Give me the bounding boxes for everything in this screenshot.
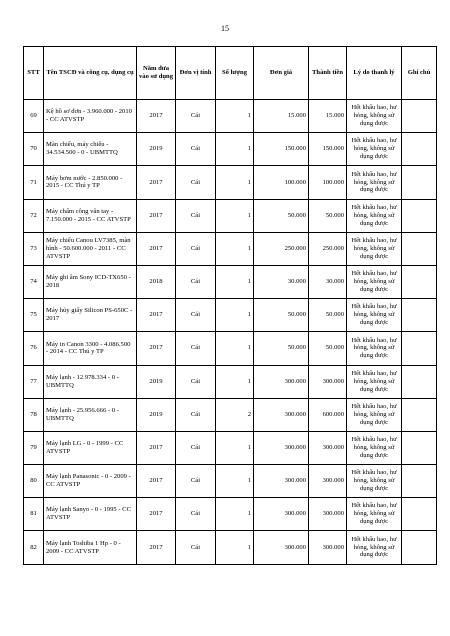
cell-asset-name: Kệ hồ sơ đơn - 3.960.000 - 2010 - CC ATVSTP (44, 100, 137, 133)
cell-year-in-use: 2017 (137, 332, 176, 365)
cell-total: 300.000 (309, 465, 347, 498)
table-row (24, 531, 437, 564)
cell-unit-price: 100.000 (254, 166, 309, 199)
cell-unit-price: 300.000 (254, 531, 309, 564)
cell-stt: 76 (24, 332, 44, 365)
cell-note (402, 265, 437, 298)
table-row (24, 133, 437, 166)
cell-total: 15.000 (309, 100, 347, 133)
table-body (24, 100, 437, 565)
cell-quantity: 1 (216, 199, 254, 232)
cell-year-in-use: 2018 (137, 265, 176, 298)
cell-liquidation-reason: Hết khấu hao, hư hỏng, không sử dụng được (347, 299, 402, 332)
cell-year-in-use: 2017 (137, 465, 176, 498)
cell-total: 300.000 (309, 365, 347, 398)
cell-total: 50.000 (309, 332, 347, 365)
cell-quantity: 1 (216, 498, 254, 531)
cell-liquidation-reason: Hết khấu hao, hư hỏng, không sử dụng được (347, 232, 402, 265)
header-total: Thành tiền (309, 47, 347, 100)
page-number: 15 (221, 24, 229, 33)
table-row (24, 100, 437, 133)
cell-unit-price: 50.000 (254, 199, 309, 232)
cell-quantity: 2 (216, 398, 254, 431)
cell-total: 150.000 (309, 133, 347, 166)
cell-liquidation-reason: Hết khấu hao, hư hỏng, không sử dụng được (347, 398, 402, 431)
cell-liquidation-reason: Hết khấu hao, hư hỏng, không sử dụng được (347, 465, 402, 498)
cell-asset-name: Máy lạnh Sanyo - 0 - 1995 - CC ATVSTP (44, 498, 137, 531)
cell-asset-name: Máy lạnh Toshiba 1 Hp - 0 - 2009 - CC ATVSTP (44, 531, 137, 564)
cell-stt: 75 (24, 299, 44, 332)
cell-asset-name: Máy lạnh - 25.956.666 - 0 - UBMTTQ (44, 398, 137, 431)
cell-note (402, 398, 437, 431)
cell-note (402, 232, 437, 265)
cell-unit-price: 300.000 (254, 498, 309, 531)
cell-unit: Cái (176, 498, 216, 531)
cell-unit-price: 250.000 (254, 232, 309, 265)
cell-unit-price: 15.000 (254, 100, 309, 133)
header-liquidation-reason: Lý do thanh lý (347, 47, 402, 100)
cell-note (402, 299, 437, 332)
cell-unit: Cái (176, 365, 216, 398)
cell-year-in-use: 2017 (137, 199, 176, 232)
cell-unit-price: 300.000 (254, 398, 309, 431)
cell-liquidation-reason: Hết khấu hao, hư hỏng, không sử dụng được (347, 498, 402, 531)
table-row (24, 166, 437, 199)
cell-stt: 78 (24, 398, 44, 431)
cell-quantity: 1 (216, 465, 254, 498)
cell-asset-name: Máy in Canon 3300 - 4.086.500 - 2014 - CC Thú y TP (44, 332, 137, 365)
cell-year-in-use: 2017 (137, 166, 176, 199)
cell-unit: Cái (176, 199, 216, 232)
table-row (24, 498, 437, 531)
cell-year-in-use: 2019 (137, 133, 176, 166)
cell-asset-name: Máy ghi âm Sony ICD-TX650 - 2018 (44, 265, 137, 298)
cell-year-in-use: 2017 (137, 100, 176, 133)
cell-stt: 82 (24, 531, 44, 564)
cell-total: 300.000 (309, 531, 347, 564)
cell-total: 300.000 (309, 431, 347, 464)
cell-liquidation-reason: Hết khấu hao, hư hỏng, không sử dụng được (347, 100, 402, 133)
cell-quantity: 1 (216, 531, 254, 564)
cell-asset-name: Máy bơm nước - 2.850.000 - 2015 - CC Thú y TP (44, 166, 137, 199)
table-row (24, 465, 437, 498)
cell-unit-price: 150.000 (254, 133, 309, 166)
cell-quantity: 1 (216, 133, 254, 166)
cell-stt: 73 (24, 232, 44, 265)
header-unit-price: Đơn giá (254, 47, 309, 100)
cell-note (402, 431, 437, 464)
cell-liquidation-reason: Hết khấu hao, hư hỏng, không sử dụng được (347, 133, 402, 166)
table-row (24, 431, 437, 464)
cell-note (402, 531, 437, 564)
table-row (24, 299, 437, 332)
cell-year-in-use: 2017 (137, 431, 176, 464)
cell-unit: Cái (176, 133, 216, 166)
table-header-row (24, 47, 437, 100)
cell-unit-price: 30.000 (254, 265, 309, 298)
cell-stt: 72 (24, 199, 44, 232)
cell-total: 600.000 (309, 398, 347, 431)
cell-unit-price: 300.000 (254, 465, 309, 498)
cell-asset-name: Máy lạnh - 12.978.334 - 0 - UBMTTQ (44, 365, 137, 398)
cell-liquidation-reason: Hết khấu hao, hư hỏng, không sử dụng được (347, 365, 402, 398)
cell-note (402, 365, 437, 398)
cell-stt: 77 (24, 365, 44, 398)
cell-liquidation-reason: Hết khấu hao, hư hỏng, không sử dụng được (347, 431, 402, 464)
header-unit: Đơn vị tính (176, 47, 216, 100)
cell-asset-name: Máy lạnh LG - 0 - 1999 - CC ATVSTP (44, 431, 137, 464)
cell-unit: Cái (176, 299, 216, 332)
cell-total: 300.000 (309, 498, 347, 531)
cell-year-in-use: 2019 (137, 365, 176, 398)
cell-year-in-use: 2017 (137, 531, 176, 564)
cell-stt: 74 (24, 265, 44, 298)
cell-stt: 80 (24, 465, 44, 498)
cell-unit: Cái (176, 265, 216, 298)
table-row (24, 332, 437, 365)
cell-liquidation-reason: Hết khấu hao, hư hỏng, không sử dụng được (347, 531, 402, 564)
header-stt: STT (24, 47, 44, 100)
cell-liquidation-reason: Hết khấu hao, hư hỏng, không sử dụng được (347, 199, 402, 232)
cell-asset-name: Máy chiếu Canou LV7385, màn hình - 50.600.000 - 2011 - CC ATVSTP (44, 232, 137, 265)
cell-unit-price: 300.000 (254, 431, 309, 464)
cell-year-in-use: 2019 (137, 398, 176, 431)
cell-total: 30.000 (309, 265, 347, 298)
cell-stt: 69 (24, 100, 44, 133)
cell-note (402, 465, 437, 498)
header-year-in-use: Năm đưa vào sử dụng (137, 47, 176, 100)
cell-quantity: 1 (216, 166, 254, 199)
cell-unit: Cái (176, 166, 216, 199)
cell-quantity: 1 (216, 265, 254, 298)
cell-stt: 79 (24, 431, 44, 464)
cell-note (402, 166, 437, 199)
cell-total: 50.000 (309, 199, 347, 232)
cell-year-in-use: 2017 (137, 498, 176, 531)
cell-note (402, 332, 437, 365)
cell-stt: 71 (24, 166, 44, 199)
cell-asset-name: Máy lạnh Panasonic - 0 - 2009 - CC ATVSTP (44, 465, 137, 498)
cell-quantity: 1 (216, 332, 254, 365)
cell-unit: Cái (176, 431, 216, 464)
cell-note (402, 199, 437, 232)
cell-note (402, 133, 437, 166)
cell-year-in-use: 2017 (137, 299, 176, 332)
cell-liquidation-reason: Hết khấu hao, hư hỏng, không sử dụng được (347, 166, 402, 199)
header-asset-name: Tên TSCĐ và công cụ, dụng cụ (44, 47, 137, 100)
cell-asset-name: Máy chấm công vân tay - 7.150.000 - 2015 - CC ATVSTP (44, 199, 137, 232)
cell-quantity: 1 (216, 365, 254, 398)
cell-liquidation-reason: Hết khấu hao, hư hỏng, không sử dụng được (347, 332, 402, 365)
cell-quantity: 1 (216, 299, 254, 332)
cell-unit-price: 50.000 (254, 299, 309, 332)
table-row (24, 398, 437, 431)
cell-unit-price: 50.000 (254, 332, 309, 365)
cell-asset-name: Màn chiếu, máy chiếu - 34.534.500 - 0 - UBMTTQ (44, 133, 137, 166)
cell-asset-name: Máy hủy giấy Silicon PS-650C - 2017 (44, 299, 137, 332)
cell-unit: Cái (176, 100, 216, 133)
header-quantity: Số lượng (216, 47, 254, 100)
cell-unit: Cái (176, 465, 216, 498)
cell-stt: 81 (24, 498, 44, 531)
cell-liquidation-reason: Hết khấu hao, hư hỏng, không sử dụng được (347, 265, 402, 298)
table-row (24, 265, 437, 298)
cell-unit: Cái (176, 232, 216, 265)
cell-total: 250.000 (309, 232, 347, 265)
table-row (24, 199, 437, 232)
cell-quantity: 1 (216, 431, 254, 464)
cell-total: 50.000 (309, 299, 347, 332)
cell-year-in-use: 2017 (137, 232, 176, 265)
cell-unit-price: 300.000 (254, 365, 309, 398)
table-row (24, 365, 437, 398)
table-row (24, 232, 437, 265)
cell-unit: Cái (176, 531, 216, 564)
cell-quantity: 1 (216, 100, 254, 133)
header-note: Ghi chú (402, 47, 437, 100)
cell-quantity: 1 (216, 232, 254, 265)
cell-total: 100.000 (309, 166, 347, 199)
asset-liquidation-table (23, 46, 437, 565)
cell-unit: Cái (176, 398, 216, 431)
cell-note (402, 100, 437, 133)
cell-unit: Cái (176, 332, 216, 365)
cell-note (402, 498, 437, 531)
cell-stt: 70 (24, 133, 44, 166)
